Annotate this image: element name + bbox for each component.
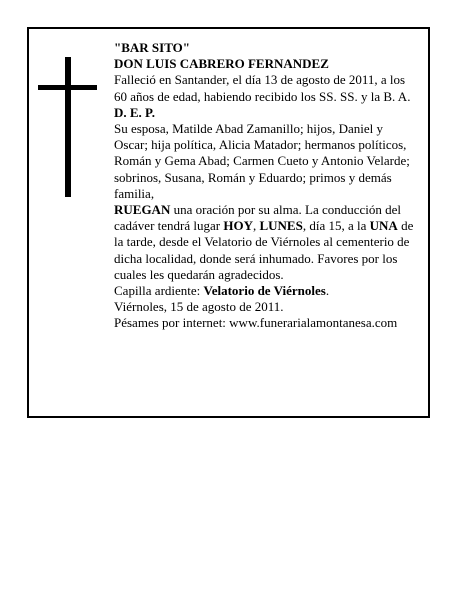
separator: , xyxy=(252,218,260,234)
family-list: Su esposa, Matilde Abad Zamanillo; hijos, Daniel y Oscar; hija política, Alicia Matador; hermanos políticos, Román y Gema Abad; Carmen Cueto y Antonio Velarde; sobrinos, Susana, Román y Eduardo; primos y demás familia, xyxy=(114,121,410,201)
hour-una: UNA xyxy=(369,218,398,234)
deceased-name: DON LUIS CABRERO FERNANDEZ xyxy=(114,56,329,72)
day-hoy: HOY xyxy=(223,218,253,234)
cross-icon xyxy=(65,57,71,197)
chapel-label: Capilla ardiente: xyxy=(114,283,204,299)
obituary-text xyxy=(114,40,416,332)
request-text: , día 15, a la xyxy=(302,218,370,234)
condolences-line: Pésames por internet: www.funerarialamontanesa.com xyxy=(114,315,398,331)
request-text: de la tarde, desde el Velatorio de Viérnoles al cementerio de dicha localidad, donde será inhumado. Favores por los cuales les quedarán agradecidos. xyxy=(114,218,414,282)
request-text: una oración por su alma. La conducción del cadáver tendrá lugar xyxy=(114,202,402,234)
request-verb: RUEGAN xyxy=(114,202,171,218)
chapel-end: . xyxy=(325,283,330,299)
chapel-place: Velatorio de Viérnoles xyxy=(203,283,326,299)
request-paragraph xyxy=(114,202,416,283)
place-date: Viérnoles, 15 de agosto de 2011. xyxy=(114,299,284,315)
death-statement: Falleció en Santander, el día 13 de agosto de 2011, a los 60 años de edad, habiendo recibido los SS. SS. y la B. A. xyxy=(114,72,411,104)
chapel-line xyxy=(114,283,416,299)
cross-icon-bar xyxy=(38,85,97,90)
nickname: "BAR SITO" xyxy=(114,40,190,55)
rip-line: D. E. P. xyxy=(114,104,156,120)
day-lunes: LUNES xyxy=(259,218,303,234)
